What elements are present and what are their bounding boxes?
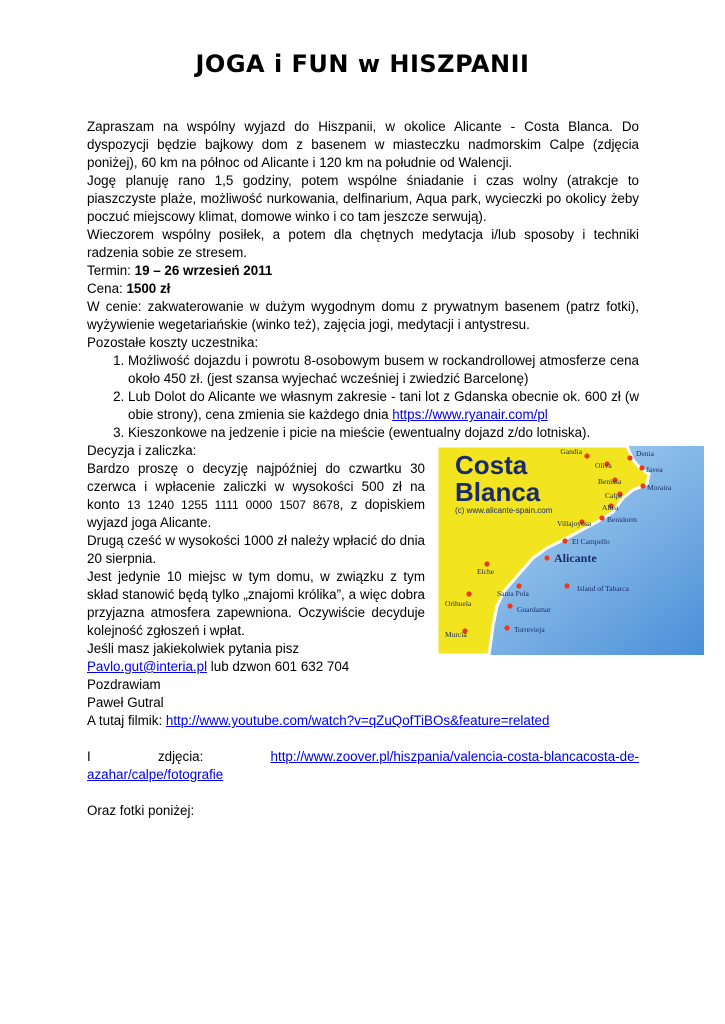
town-marker [562, 538, 567, 543]
town-label: Gandia [560, 447, 582, 456]
town-label: Island of Tabarca [577, 584, 629, 593]
other-costs-heading: Pozostałe koszty uczestnika: [87, 335, 259, 350]
town-marker [564, 583, 569, 588]
decision-paragraph [87, 460, 425, 532]
decision-heading: Decyzja i zaliczka: [87, 443, 197, 458]
term-value: 19 – 26 wrzesień 2011 [134, 263, 273, 278]
photos-link-continued[interactable]: azahar/calpe/fotografie [87, 767, 224, 782]
plan-paragraph: Jogę planuję rano 1,5 godziny, potem wspólne śniadanie i czas wolny (atrakcje to piaszczyste plaże, możliwość nurkowania, delfinarium, Aqua park, wycieczki po okolicy żeby poczuć miejscowy klimat, domowe winko i co tam jeszcze serwują). [87, 173, 639, 224]
page-title: JOGA i FUN w HISZPANII [195, 50, 530, 78]
town-marker [599, 515, 604, 520]
term-line [87, 262, 639, 280]
town-marker [639, 465, 644, 470]
contact-line [87, 658, 639, 676]
price-value: 1500 zł [126, 281, 171, 296]
town-label: Torrevieja [514, 625, 545, 634]
cost-text: Możliwość dojazdu i powrotu 8-osobowym busem w rockandrollowej atmosferze cena około 450 zł. (jest szansa wyjechać wcześniej i zwiedzić Barcelonę) [128, 353, 639, 386]
decision-text-end: , z dopiskiem wyjazd joga Alicante. [87, 497, 425, 530]
questions-line: Jeśli masz jakiekolwiek pytania pisz [87, 641, 300, 656]
signature-line: Paweł Gutral [87, 695, 164, 710]
map-title-blanca: Blanca [455, 477, 541, 507]
account-number: 13 1240 1255 1111 0000 1507 8678 [127, 498, 340, 512]
list-item [128, 424, 639, 442]
town-marker [504, 625, 509, 630]
town-marker [584, 453, 589, 458]
map-website: (c) www.alicante-spain.com [455, 506, 553, 515]
town-marker [627, 455, 632, 460]
film-label: A tutaj filmik: [87, 713, 166, 728]
list-item [128, 388, 639, 424]
intro-paragraph: Zapraszam na wspólny wyjazd do Hiszpanii, w okolice Alicante - Costa Blanca. Do dyspozycji będzie bajkowy dom z basenem w miasteczku nadmorskim Calpe (zdjęcia poniżej), 60 km na północ od Alicante i 120 km na południe od Walencji. [87, 119, 639, 170]
photos-label-i: I [87, 749, 91, 764]
town-label: Orihuela [445, 599, 472, 608]
term-label: Termin: [87, 263, 135, 278]
cost-text: Kieszonkowe na jedzenie i picie na mieście (ewentualny dojazd z/do lotniska). [128, 425, 591, 440]
town-label: Oliva [595, 461, 612, 470]
town-label: Santa Pola [497, 589, 529, 598]
town-label: Alicante [554, 551, 597, 565]
email-link[interactable]: Pavlo.gut@interia.pl [87, 659, 208, 674]
town-label: Denia [636, 449, 654, 458]
spacer [87, 784, 639, 802]
regards-line: Pozdrawiam [87, 677, 161, 692]
town-marker [507, 603, 512, 608]
list-item [128, 352, 639, 388]
photos-line [87, 748, 639, 766]
costa-blanca-map [437, 446, 704, 655]
evening-paragraph: Wieczorem wspólny posiłek, a potem dla chętnych medytacja i/lub sposoby i techniki radzenia sobie ze stresem. [87, 227, 639, 260]
town-label: Calpe [605, 491, 623, 500]
town-marker [466, 591, 471, 596]
ryanair-link[interactable]: https://www.ryanair.com/pl [392, 407, 548, 422]
cost-text: Lub Dolot do Alicante we własnym zakresie - tani lot z Gdanska obecnie ok. 600 zł (w obie strony), cena zmienia sie każdego dnia [128, 389, 639, 422]
costs-list [87, 352, 639, 442]
decision-column [87, 442, 425, 640]
places-paragraph: Jest jedynie 10 miejsc w tym domu, w związku z tym skład stanowić będą tylko „znajomi królika”, a więc dobra przyjazna atmosfera zapewniona. Oczywiście decyduje kolejność zgłoszeń i wpłat. [87, 569, 425, 638]
town-label: Moraira [647, 483, 672, 492]
town-marker [544, 555, 549, 560]
price-line [87, 280, 639, 298]
map-title-costa: Costa [455, 450, 528, 480]
town-label: Villajoyosa [557, 519, 592, 528]
phone-text: lub dzwon 601 632 704 [207, 659, 350, 674]
town-label: Elche [477, 567, 495, 576]
photos-line-2 [87, 766, 639, 784]
film-link[interactable]: http://www.youtube.com/watch?v=qZuQofTiBOs&feature=related [165, 713, 550, 728]
town-marker [516, 583, 521, 588]
town-marker [640, 483, 645, 488]
decision-text: Bardzo proszę o decyzję najpóźniej do czwartku 30 czerwca i wpłacenie zaliczki w wysokości 500 zł na konto [87, 461, 425, 512]
town-label: Murcia [445, 630, 467, 639]
town-label: Guardamar [517, 605, 551, 614]
town-marker [484, 561, 489, 566]
town-label: Javea [646, 465, 663, 474]
film-line [87, 712, 639, 730]
town-label: Benissa [598, 477, 622, 486]
price-label: Cena: [87, 281, 127, 296]
photos-label: zdjęcia: [157, 749, 204, 764]
town-label: El Campello [572, 537, 610, 546]
second-payment-paragraph: Drugą cześć w wysokości 1000 zł należy wpłacić do dnia 20 sierpnia. [87, 533, 425, 566]
included-paragraph: W cenie: zakwaterowanie w dużym wygodnym domu z prywatnym basenem (patrz fotki), wyżywienie wegetariańskie (winko też), zajęcia jogi, medytacji i antystresu. [87, 299, 639, 332]
town-label: Altea [602, 503, 619, 512]
town-label: Benidorm [607, 515, 637, 524]
photos-below-line: Oraz fotki poniżej: [87, 803, 195, 818]
spacer [87, 730, 639, 748]
photos-link[interactable]: http://www.zoover.pl/hiszpania/valencia-costa-blancacosta-de- [270, 749, 639, 764]
